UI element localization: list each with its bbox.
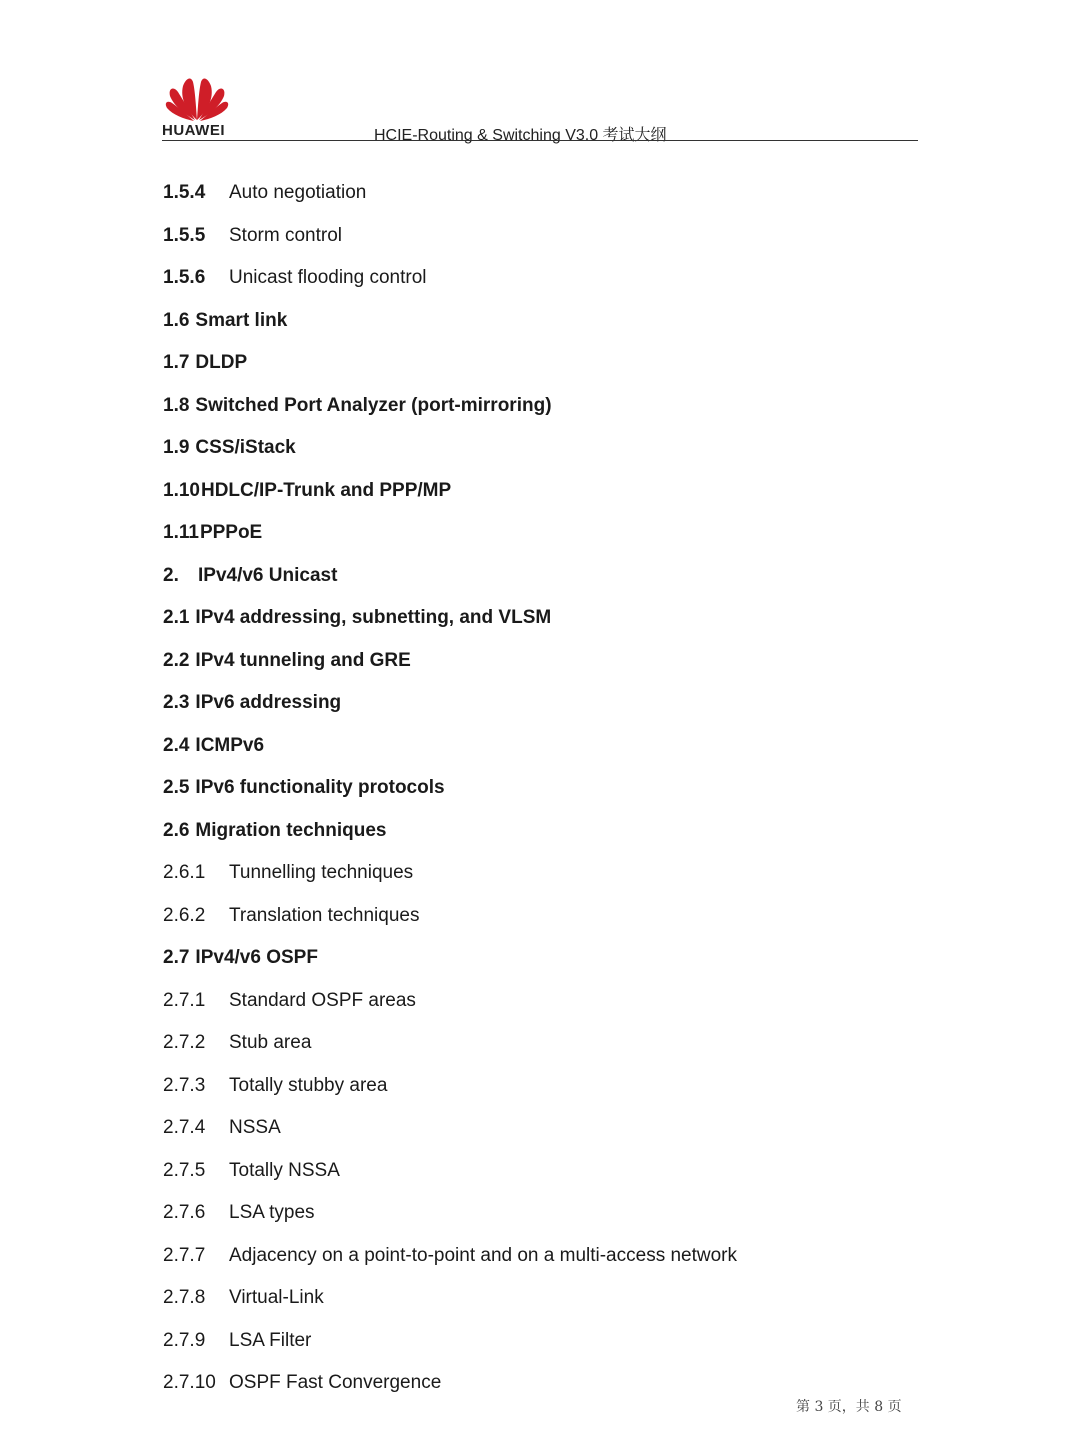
huawei-logo xyxy=(162,68,232,140)
outline-item-number: 1.11 xyxy=(163,522,199,543)
outline-item xyxy=(163,1107,737,1150)
outline-item-number: 2. xyxy=(163,564,179,586)
outline-item-number: 1.8 xyxy=(163,394,190,416)
outline-item xyxy=(163,1065,737,1108)
outline-item xyxy=(163,1235,737,1278)
outline-item-number: 2.7.5 xyxy=(163,1159,206,1181)
outline-item xyxy=(163,385,737,428)
huawei-petal-logo-icon xyxy=(164,70,230,122)
outline-item xyxy=(163,1022,737,1065)
outline-item-title: Storm control xyxy=(229,224,342,246)
outline-item-title: OSPF Fast Convergence xyxy=(229,1372,442,1393)
outline-item-number: 1.6 xyxy=(163,309,190,331)
outline-item xyxy=(163,342,737,385)
outline-item xyxy=(163,470,737,513)
outline-item xyxy=(163,597,737,640)
outline-item xyxy=(163,257,737,300)
logo-petals xyxy=(166,79,228,121)
outline-item-number: 2.7.9 xyxy=(163,1329,206,1351)
page-header xyxy=(162,68,918,142)
outline-item xyxy=(163,1150,737,1193)
outline-item-number: 2.7.4 xyxy=(163,1117,206,1138)
outline-item-title: DLDP xyxy=(195,352,248,373)
outline-item-title: Smart link xyxy=(195,309,288,331)
outline-item-title: Auto negotiation xyxy=(229,182,367,203)
outline-item xyxy=(163,555,737,598)
outline-list xyxy=(163,172,737,1405)
outline-item-number: 1.10 xyxy=(163,479,200,501)
page-number: 第 3 页，共 8 页 xyxy=(796,1399,902,1415)
outline-item xyxy=(163,767,737,810)
outline-item-title: HDLC/IP-Trunk and PPP/MP xyxy=(200,479,452,501)
outline-item-number: 2.5 xyxy=(163,777,190,798)
outline-item xyxy=(163,1192,737,1235)
outline-item-title: PPPoE xyxy=(199,522,263,543)
outline-item xyxy=(163,300,737,343)
outline-item-title: Unicast flooding control xyxy=(229,267,427,288)
outline-item-title: Standard OSPF areas xyxy=(229,989,416,1011)
outline-item xyxy=(163,172,737,215)
outline-item xyxy=(163,1320,737,1363)
outline-item-number: 2.7.6 xyxy=(163,1202,206,1223)
outline-item xyxy=(163,640,737,683)
outline-item-number: 2.2 xyxy=(163,649,190,671)
outline-item-number: 2.7 xyxy=(163,947,190,968)
outline-item xyxy=(163,852,737,895)
outline-item-title: IPv4/v6 OSPF xyxy=(195,947,318,968)
outline-item-title: IPv6 addressing xyxy=(195,692,342,713)
outline-item-number: 2.3 xyxy=(163,692,190,713)
outline-item-title: IPv4 tunneling and GRE xyxy=(195,649,411,671)
outline-item-number: 1.9 xyxy=(163,437,190,458)
outline-item-title: Virtual-Link xyxy=(229,1287,324,1308)
header-divider xyxy=(162,140,918,141)
outline-item-title: IPv6 functionality protocols xyxy=(195,777,445,798)
outline-item xyxy=(163,810,737,853)
outline-item xyxy=(163,937,737,980)
outline-item-number: 2.6.2 xyxy=(163,904,206,926)
outline-item-title: NSSA xyxy=(229,1117,281,1138)
outline-item-number: 2.7.1 xyxy=(163,989,206,1011)
outline-item-title: IPv4 addressing, subnetting, and VLSM xyxy=(195,607,552,628)
outline-item xyxy=(163,895,737,938)
outline-item xyxy=(163,512,737,555)
outline-item-title: Adjacency on a point-to-point and on a multi-access network xyxy=(229,1244,737,1266)
outline-item xyxy=(163,427,737,470)
outline-item-title: Totally stubby area xyxy=(229,1074,388,1096)
outline-item-title: LSA types xyxy=(229,1202,315,1223)
outline-item-number: 2.4 xyxy=(163,734,190,756)
outline-item-number: 2.7.8 xyxy=(163,1287,206,1308)
outline-item xyxy=(163,215,737,258)
outline-item-title: Translation techniques xyxy=(229,904,420,926)
outline-item-title: Totally NSSA xyxy=(229,1159,340,1181)
outline-item-title: Switched Port Analyzer (port-mirroring) xyxy=(195,394,552,416)
outline-item-number: 2.1 xyxy=(163,607,190,628)
outline-item-number: 2.6.1 xyxy=(163,862,206,883)
outline-item-number: 2.7.3 xyxy=(163,1074,206,1096)
outline-item xyxy=(163,1277,737,1320)
outline-item-title: Stub area xyxy=(229,1032,312,1053)
outline-item xyxy=(163,725,737,768)
outline-item-number: 2.7.2 xyxy=(163,1032,206,1053)
outline-item-number: 1.7 xyxy=(163,352,190,373)
outline-item xyxy=(163,682,737,725)
brand-name: HUAWEI xyxy=(162,122,225,139)
outline-item-number: 2.7.10 xyxy=(163,1372,216,1393)
outline-item-title: CSS/iStack xyxy=(195,437,296,458)
outline-item-title: Migration techniques xyxy=(195,819,387,841)
outline-item-title: ICMPv6 xyxy=(195,734,265,756)
outline-item-number: 1.5.5 xyxy=(163,224,206,246)
outline-item xyxy=(163,980,737,1023)
outline-item-number: 2.6 xyxy=(163,819,190,841)
outline-item-title: Tunnelling techniques xyxy=(229,862,414,883)
outline-item-number: 1.5.4 xyxy=(163,182,206,203)
outline-item-number: 1.5.6 xyxy=(163,267,206,288)
outline-item xyxy=(163,1362,737,1405)
outline-item-title: LSA Filter xyxy=(229,1329,312,1351)
outline-item-number: 2.7.7 xyxy=(163,1244,206,1266)
outline-item-title: IPv4/v6 Unicast xyxy=(198,564,338,586)
document-title: HCIE-Routing & Switching V3.0 考试大纲 xyxy=(374,127,667,144)
